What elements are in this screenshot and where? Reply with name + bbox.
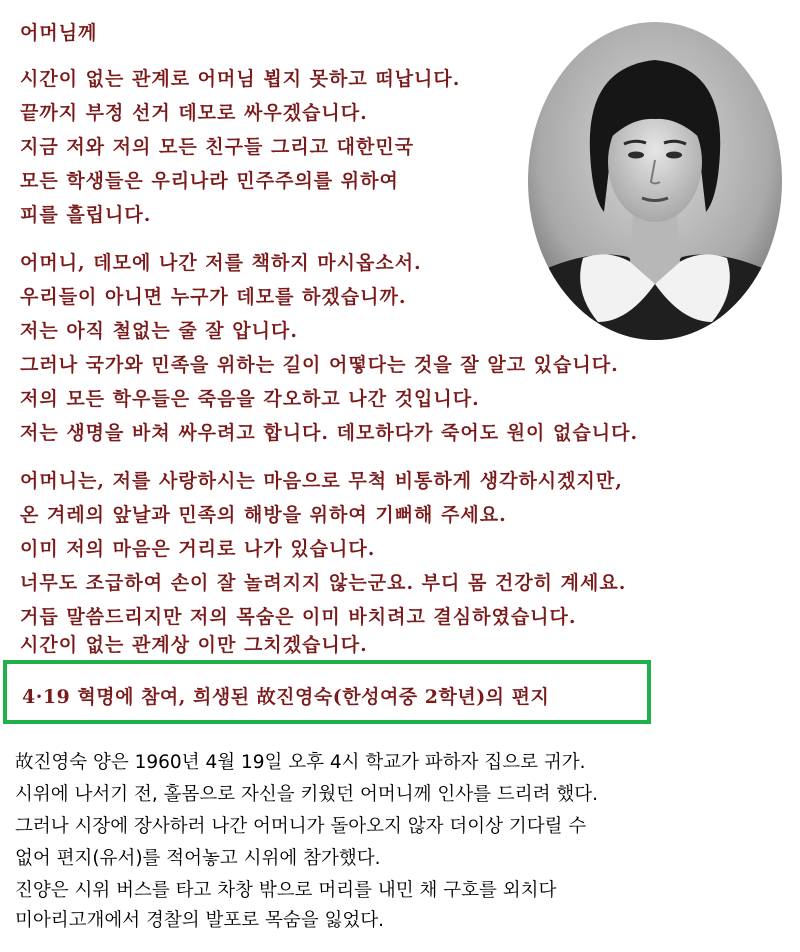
letter-line: 너무도 조급하여 손이 잘 놀려지지 않는군요. 부디 몸 건강히 계세요. xyxy=(20,572,627,594)
letter-line: 저의 모든 학우들은 죽음을 각오하고 나간 것입니다. xyxy=(20,388,480,410)
description-line: 진양은 시위 버스를 타고 차창 밖으로 머리를 내민 채 구호를 외치다 xyxy=(15,880,557,901)
caption-box xyxy=(3,660,651,724)
letter-line: 피를 흘립니다. xyxy=(20,204,152,226)
description-line: 없어 편지(유서)를 적어놓고 시위에 참가했다. xyxy=(15,848,381,869)
letter-line: 온 겨레의 앞날과 민족의 해방을 위하여 기뻐해 주세요. xyxy=(20,504,507,526)
description-line: 시위에 나서기 전, 홀몸으로 자신을 키웠던 어머니께 인사를 드리려 했다. xyxy=(15,784,598,805)
caption-text: 4·19 혁명에 참여, 희생된 故진영숙(한성여중 2학년)의 편지 xyxy=(22,686,550,708)
letter-line: 우리들이 아니면 누구가 데모를 하겠습니까. xyxy=(20,286,407,308)
letter-line: 저는 아직 철없는 줄 잘 압니다. xyxy=(20,320,298,342)
letter-salutation: 어머님께 xyxy=(20,22,98,44)
letter-line: 끝까지 부정 선거 데모로 싸우겠습니다. xyxy=(20,102,368,124)
letter-line: 어머니, 데모에 나간 저를 책하지 마시옵소서. xyxy=(20,252,422,274)
letter-line: 이미 저의 마음은 거리로 나가 있습니다. xyxy=(20,538,376,560)
description-line: 故진영숙 양은 1960년 4월 19일 오후 4시 학교가 파하자 집으로 귀가. xyxy=(15,752,586,773)
letter-line: 시간이 없는 관계상 이만 그치겠습니다. xyxy=(20,634,368,656)
letter-line: 시간이 없는 관계로 어머님 뵙지 못하고 떠납니다. xyxy=(20,68,461,90)
description-line: 미아리고개에서 경찰의 발포로 목숨을 잃었다. xyxy=(15,910,384,931)
letter-line: 지금 저와 저의 모든 친구들 그리고 대한민국 xyxy=(20,136,415,158)
letter-line: 그러나 국가와 민족을 위하는 길이 어떻다는 것을 잘 알고 있습니다. xyxy=(20,354,619,376)
letter-line: 모든 학생들은 우리나라 민주주의를 위하여 xyxy=(20,170,399,192)
portrait-photo xyxy=(528,22,782,340)
letter-line: 저는 생명을 바쳐 싸우려고 합니다. 데모하다가 죽어도 원이 없습니다. xyxy=(20,422,639,444)
letter-line: 거듭 말씀드리지만 저의 목숨은 이미 바치려고 결심하였습니다. xyxy=(20,606,577,628)
letter-line: 어머니는, 저를 사랑하시는 마음으로 무척 비통하게 생각하시겠지만, xyxy=(20,470,623,492)
description-line: 그러나 시장에 장사하러 나간 어머니가 돌아오지 않자 더이상 기다릴 수 xyxy=(15,816,587,837)
